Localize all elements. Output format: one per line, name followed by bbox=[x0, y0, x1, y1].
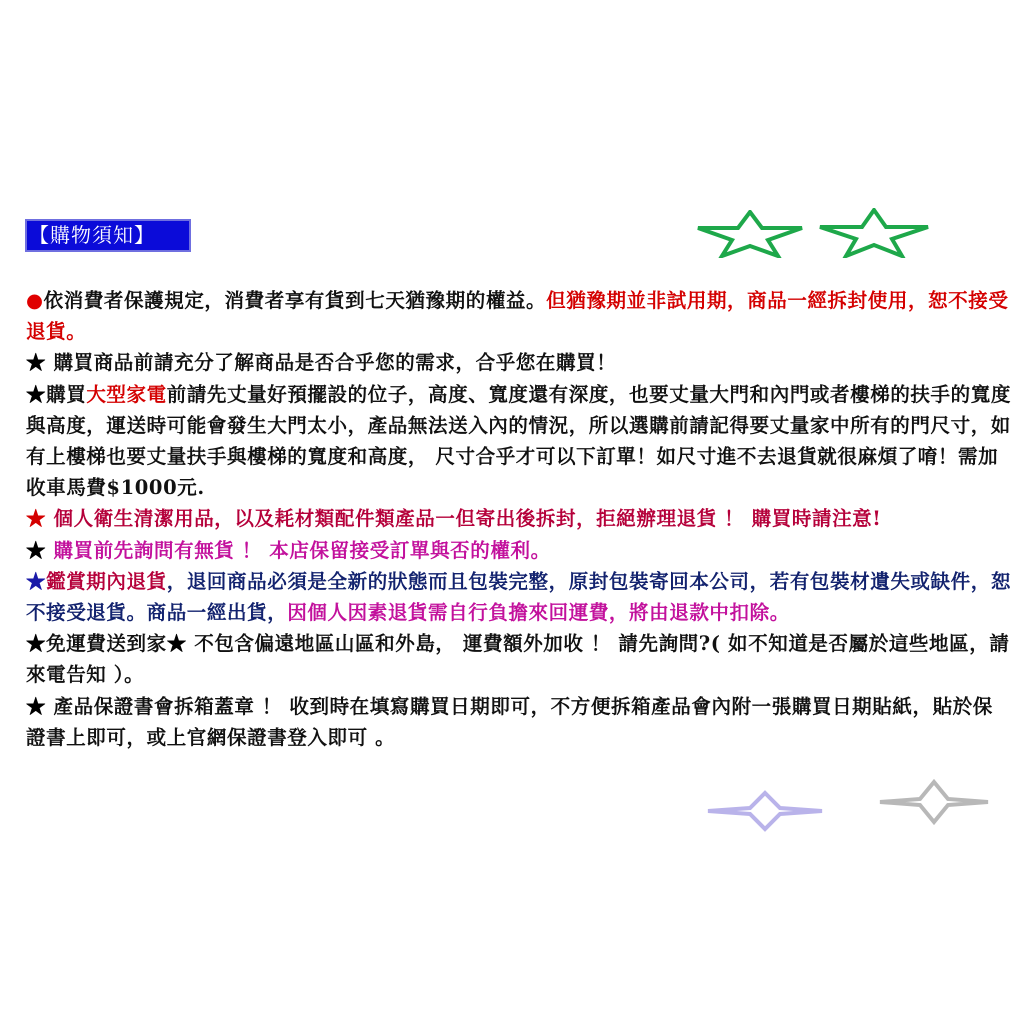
note-highlight: 鑑賞期內退貨 bbox=[46, 569, 167, 593]
note-hygiene-items bbox=[26, 503, 1011, 534]
red-dot-icon: ● bbox=[26, 289, 44, 312]
note-warranty bbox=[26, 691, 1011, 753]
note-highlight: 大型家電 bbox=[86, 382, 167, 406]
note-ask-stock bbox=[26, 535, 1011, 566]
note-text: 免運費送到家 bbox=[46, 632, 167, 656]
note-text: 不包含偏遠地區山區和外島， 運費額外加收 ！ 請先詢問?( 如不知道是否屬於這些地區，請來電告知 ）。 bbox=[26, 632, 1010, 687]
blue-star-icon: ★ bbox=[26, 569, 47, 593]
black-star-icon: ★ bbox=[26, 694, 47, 718]
note-large-appliance bbox=[26, 379, 1011, 504]
page-title: 【購物須知】 bbox=[25, 219, 191, 252]
black-star-icon: ★ bbox=[26, 382, 47, 406]
note-text: 購買前先詢問有無貨 ！ 本店保留接受訂單與否的權利。 bbox=[46, 538, 551, 562]
shopping-notes bbox=[26, 285, 1011, 753]
note-free-shipping bbox=[26, 628, 1011, 690]
black-star-icon: ★ bbox=[26, 632, 47, 656]
note-text: 購買商品前請充分了解商品是否合乎您的需求，合乎您在購買！ bbox=[46, 351, 617, 375]
red-star-icon: ★ bbox=[26, 507, 47, 531]
black-star-icon: ★ bbox=[26, 538, 47, 562]
note-highlight: 但猶豫期並非試用期，商品一經拆封使用，恕不接受退貨。 bbox=[26, 289, 1009, 344]
note-text: 前請先丈量好預擺設的位子，高度、寬度還有深度，也要丈量大門和內門或者樓梯的扶手的寬度與高度，運送時可能會發生大門太小，產品無法送入內的情況，所以選購前請記得要丈量家中所有的門尺寸，如有上樓梯也要丈量扶手與樓梯的寬度和高度， 尺寸合乎才可以下訂單！如尺寸進不去退貨就很麻煩了唷！需加收車馬費$1000元. bbox=[26, 382, 1011, 500]
gray-sparkle-icon bbox=[878, 779, 990, 825]
black-star-icon: ★ bbox=[26, 351, 47, 375]
note-return-policy bbox=[26, 566, 1011, 628]
note-text: 依消費者保護規定，消費者享有貨到七天猶豫期的權益。 bbox=[43, 289, 547, 312]
black-star-icon: ★ bbox=[166, 632, 187, 656]
note-cooling-off bbox=[26, 285, 1011, 347]
note-text: 產品保證書會拆箱蓋章 ！ 收到時在填寫購買日期即可，不方便拆箱產品會內附一張購買日期貼紙，貼於保證書上即可，或上官網保證書登入即可 。 bbox=[26, 694, 993, 749]
note-text: 購買 bbox=[46, 382, 87, 406]
lavender-sparkle-icon bbox=[706, 790, 824, 832]
note-confirm-needs bbox=[26, 347, 1011, 378]
green-star-outline-icon bbox=[818, 208, 930, 258]
note-text: 個人衛生清潔用品，以及耗材類配件類產品一但寄出後拆封，拒絕辦理退貨 ！ 購買時請注意! bbox=[46, 507, 882, 531]
green-star-outline-icon bbox=[696, 210, 804, 258]
note-text: ，退回商品必須是全新的狀態而且包裝完整，原封包裝寄回本公司，若有包裝材遺失或缺件，恕不接受退貨。商品一經出貨， bbox=[26, 569, 1011, 625]
note-highlight: 因個人因素退貨需自行負擔來回運費，將由退款中扣除。 bbox=[287, 601, 790, 625]
